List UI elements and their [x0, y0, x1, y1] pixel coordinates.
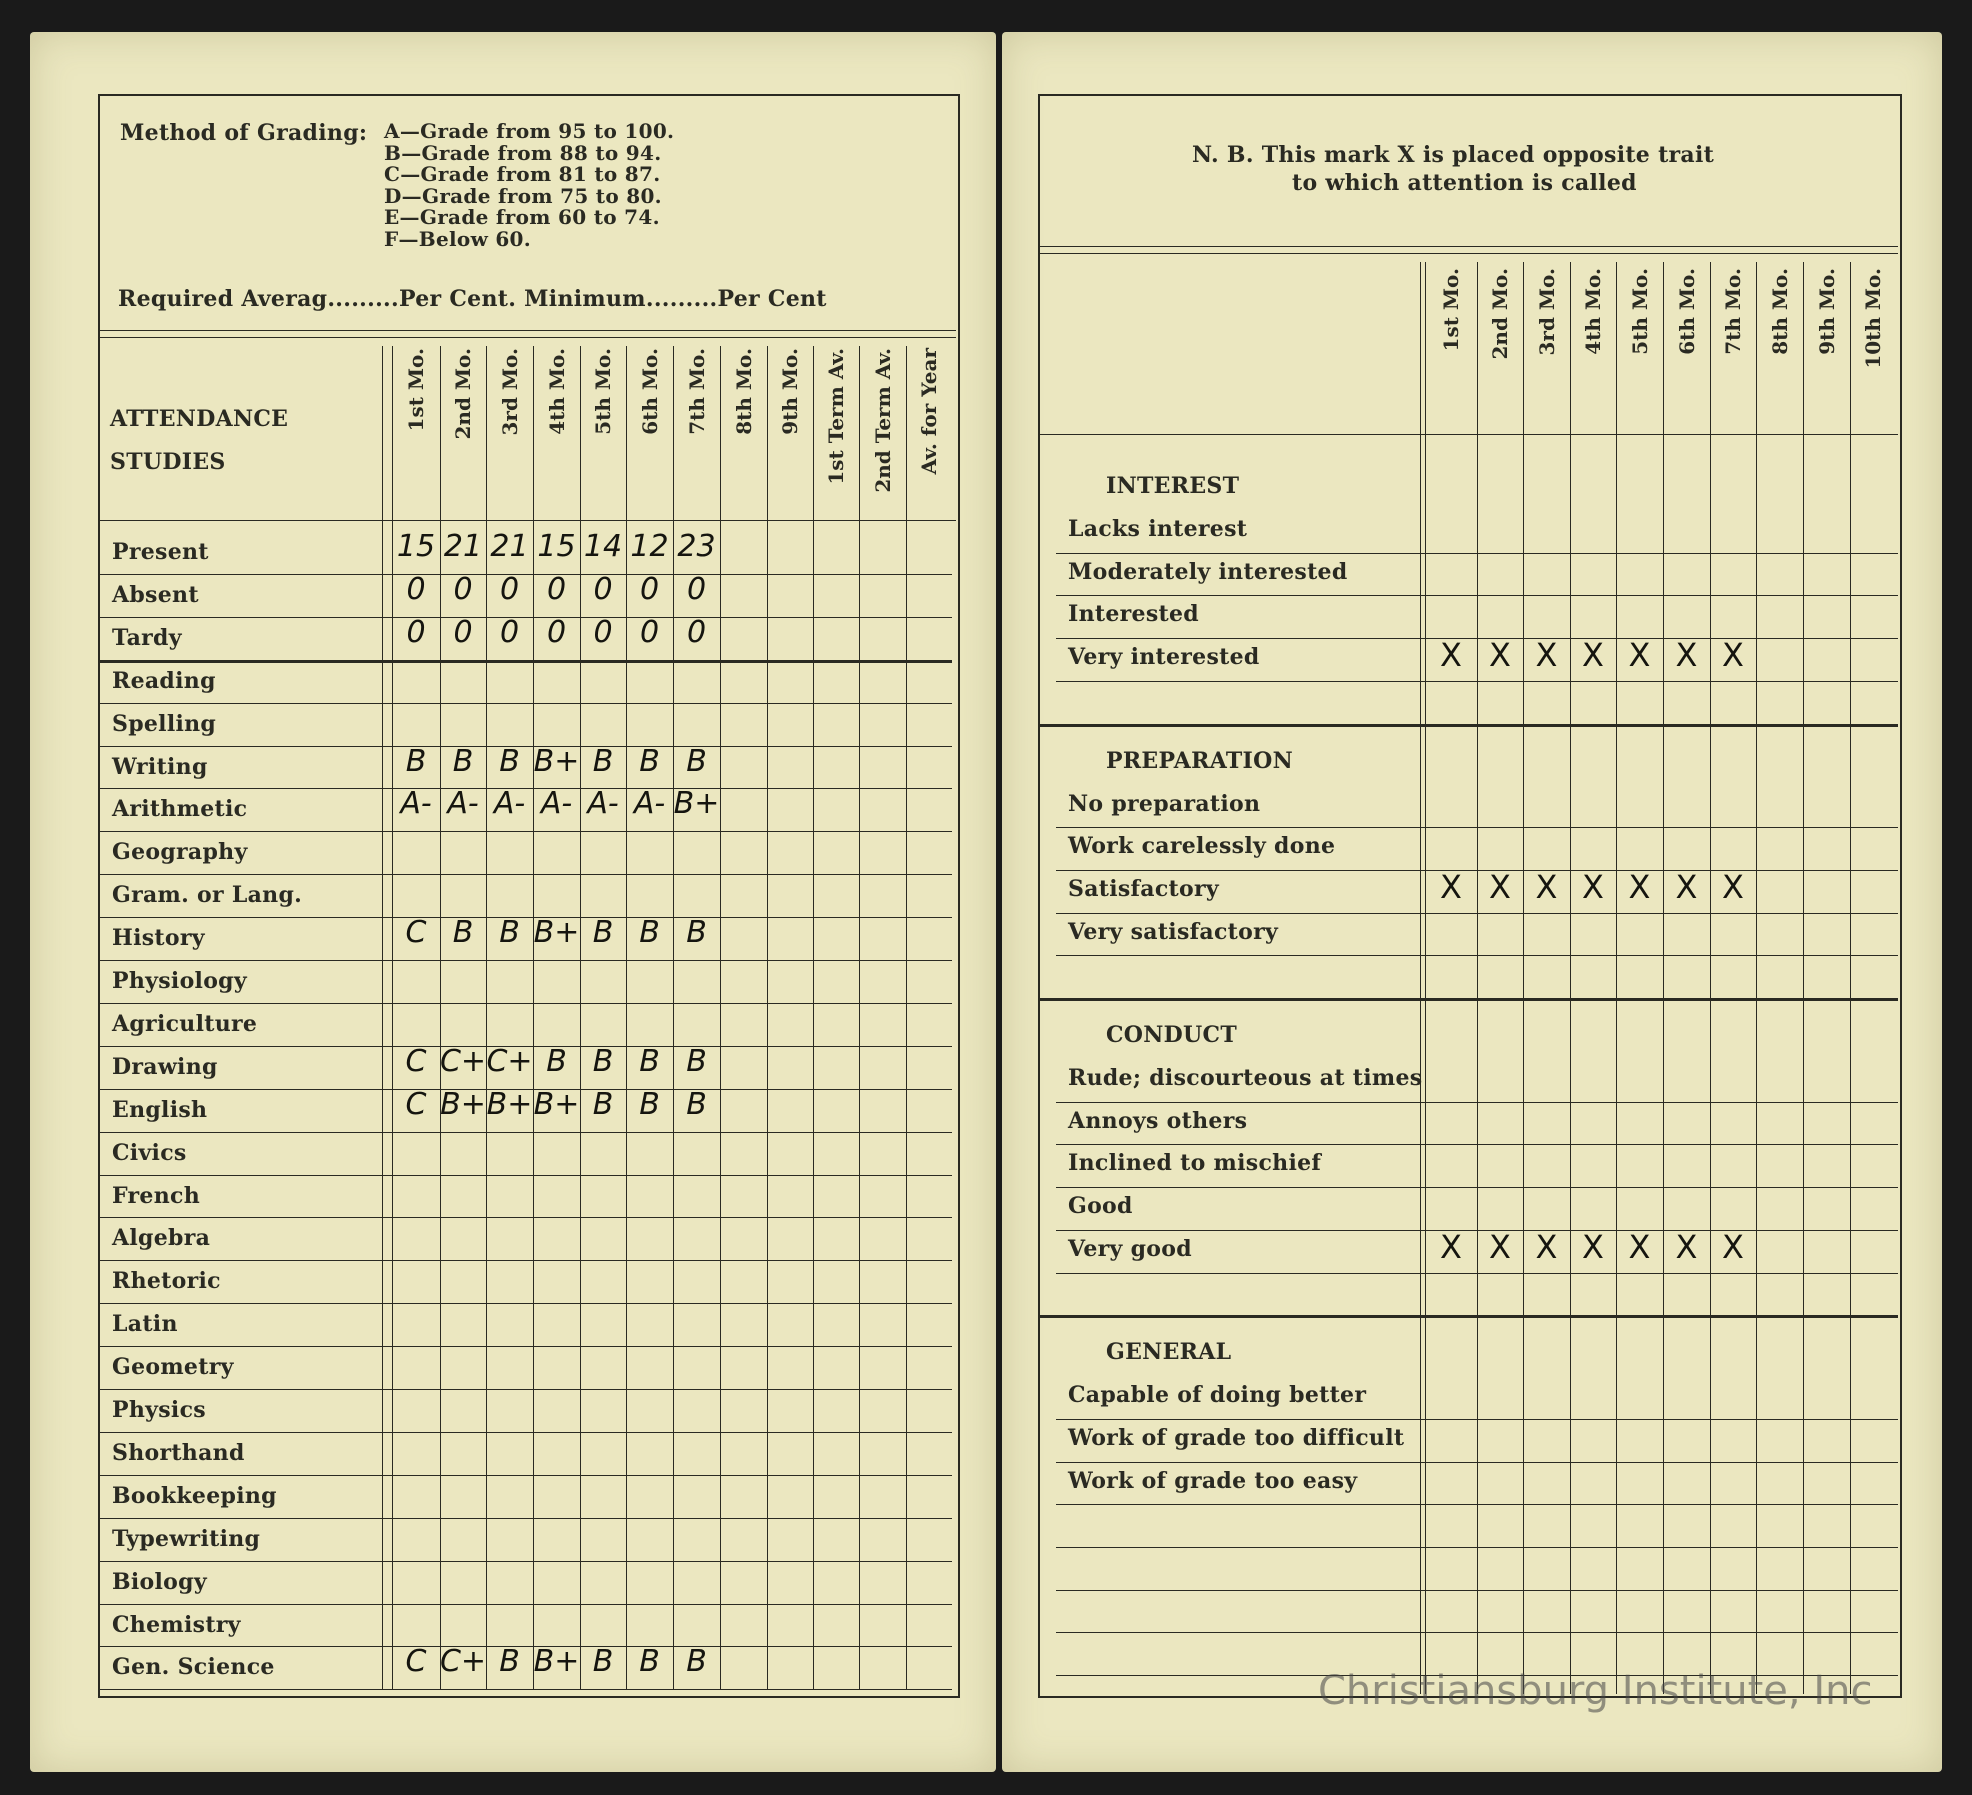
row-rule: [100, 703, 952, 704]
row-rule: [100, 831, 952, 832]
handwritten-entry: B: [639, 1043, 660, 1079]
row-label: Biology: [112, 1568, 207, 1595]
column-rule: [1425, 262, 1426, 1694]
handwritten-entry: 15: [537, 529, 576, 564]
note-line-2: to which attention is called: [1292, 170, 1637, 196]
row-rule: [100, 1604, 952, 1605]
grading-line: E—Grade from 60 to 74.: [384, 205, 660, 230]
handwritten-entry: 0: [593, 571, 613, 607]
column-rule: [382, 346, 383, 1689]
handwritten-entry: C+: [439, 1043, 487, 1079]
handwritten-entry: C: [405, 915, 427, 951]
row-rule: [100, 874, 952, 875]
row-label: Typewriting: [112, 1525, 261, 1552]
x-mark: X: [1722, 636, 1744, 675]
trait-label: Work of grade too difficult: [1068, 1424, 1405, 1451]
handwritten-entry: B: [686, 1086, 707, 1122]
handwritten-entry: C+: [439, 1644, 487, 1680]
row-rule: [1038, 1315, 1898, 1318]
required-average-line: Required Averag.........Per Cent. Minimum.........Per Cent: [118, 286, 827, 312]
x-mark: X: [1628, 867, 1651, 906]
divider: [98, 337, 956, 338]
handwritten-entry: B: [405, 743, 427, 779]
trait-label: Very satisfactory: [1068, 918, 1279, 945]
column-header: 1st Term Av.: [824, 348, 848, 485]
row-rule: [1056, 1590, 1898, 1591]
row-label: Drawing: [112, 1053, 218, 1080]
column-header: 9th Mo.: [1814, 268, 1839, 355]
row-label: Gram. or Lang.: [112, 882, 303, 909]
x-mark: X: [1675, 636, 1698, 675]
handwritten-entry: B: [639, 915, 660, 951]
row-label: Writing: [112, 753, 208, 780]
trait-label: Work of grade too easy: [1068, 1467, 1358, 1494]
handwritten-entry: 0: [499, 614, 520, 650]
handwritten-entry: C: [405, 1043, 427, 1079]
row-rule: [100, 1303, 952, 1304]
handwritten-entry: B: [452, 915, 474, 951]
column-rule: [813, 346, 814, 1689]
grading-scale: [384, 121, 674, 251]
column-header: 7th Mo.: [684, 348, 709, 435]
handwritten-entry: 0: [453, 571, 473, 607]
handwritten-entry: A-: [540, 786, 573, 822]
x-mark: X: [1675, 1227, 1698, 1266]
x-mark: X: [1440, 1227, 1462, 1266]
handwritten-entry: C: [405, 1644, 427, 1680]
row-label: English: [112, 1096, 208, 1123]
row-label: Chemistry: [112, 1611, 241, 1638]
handwritten-entry: 14: [583, 529, 623, 564]
handwritten-entry: B: [499, 743, 520, 779]
handwritten-entry: B+: [533, 1644, 580, 1680]
row-label: Geometry: [112, 1354, 234, 1381]
handwritten-entry: 0: [406, 614, 426, 650]
handwritten-entry: B+: [673, 786, 720, 822]
row-rule: [100, 660, 952, 663]
row-rule: [1056, 681, 1898, 682]
row-label: Bookkeeping: [112, 1482, 277, 1509]
row-rule: [1056, 1547, 1898, 1548]
handwritten-entry: B: [499, 1644, 520, 1680]
row-rule: [1056, 1632, 1898, 1633]
row-rule: [1056, 1273, 1898, 1274]
divider: [1038, 434, 1898, 435]
handwritten-entry: B: [546, 1043, 567, 1079]
column-header: 10th Mo.: [1860, 268, 1885, 369]
row-rule: [1056, 1504, 1898, 1505]
column-rule: [767, 346, 768, 1689]
divider: [1038, 253, 1898, 254]
section-title: CONDUCT: [1106, 1022, 1238, 1048]
handwritten-entry: 23: [677, 529, 716, 564]
handwritten-entry: B: [639, 743, 660, 779]
column-header: 5th Mo.: [591, 348, 615, 435]
row-label: Physiology: [112, 968, 247, 994]
trait-label: Good: [1068, 1193, 1133, 1220]
trait-label: Very good: [1068, 1235, 1192, 1262]
trait-label: Annoys others: [1068, 1107, 1248, 1134]
handwritten-entry: B: [452, 743, 474, 779]
handwritten-entry: 0: [499, 571, 520, 607]
row-rule: [100, 1432, 952, 1433]
handwritten-entry: 15: [396, 529, 436, 564]
handwritten-entry: B: [592, 743, 614, 779]
note-line-1: N. B. This mark X is placed opposite trait: [1192, 142, 1715, 168]
row-rule: [100, 1175, 952, 1176]
handwritten-entry: 21: [443, 529, 483, 564]
grading-line: B—Grade from 88 to 94.: [384, 140, 662, 165]
header-studies: STUDIES: [110, 449, 226, 475]
handwritten-entry: 0: [686, 614, 707, 650]
x-mark: X: [1535, 867, 1558, 906]
column-rule: [1523, 262, 1524, 1694]
handwritten-entry: C+: [486, 1043, 533, 1079]
row-label: Present: [112, 539, 209, 565]
column-header: 8th Mo.: [731, 348, 756, 435]
row-label: Geography: [112, 839, 248, 866]
x-mark: X: [1535, 636, 1558, 675]
row-rule: [100, 1475, 952, 1476]
trait-label: Rude; discourteous at times: [1068, 1065, 1423, 1091]
handwritten-entry: B: [686, 1043, 707, 1079]
row-rule: [1038, 998, 1898, 1001]
column-header: 1st Mo.: [1439, 268, 1463, 352]
x-mark: X: [1440, 867, 1462, 906]
section-title: PREPARATION: [1106, 747, 1293, 774]
column-header: 5th Mo.: [1627, 268, 1652, 355]
x-mark: X: [1489, 867, 1511, 906]
handwritten-entry: A-: [587, 786, 619, 822]
handwritten-entry: B: [686, 1644, 707, 1680]
x-mark: X: [1628, 1227, 1651, 1266]
trait-label: Inclined to mischief: [1068, 1150, 1322, 1177]
handwritten-entry: 12: [630, 529, 669, 564]
handwritten-entry: B+: [486, 1086, 533, 1122]
handwritten-entry: 0: [546, 614, 567, 650]
x-mark: X: [1582, 867, 1604, 906]
x-mark: X: [1489, 636, 1511, 675]
x-mark: X: [1440, 636, 1462, 675]
handwritten-entry: 0: [453, 614, 473, 650]
x-mark: X: [1582, 1227, 1604, 1266]
handwritten-entry: B+: [533, 743, 580, 779]
row-rule: [1038, 724, 1898, 727]
x-mark: X: [1582, 636, 1604, 675]
column-rule: [1756, 262, 1757, 1694]
column-header: 6th Mo.: [1674, 268, 1699, 355]
column-header: Av. for Year: [917, 348, 941, 475]
column-header: 4th Mo.: [544, 348, 569, 435]
grading-line: D—Grade from 75 to 80.: [384, 183, 662, 208]
column-rule: [859, 346, 860, 1689]
row-label: Spelling: [112, 710, 217, 737]
handwritten-entry: B+: [533, 1086, 580, 1122]
handwritten-entry: A-: [447, 786, 479, 822]
row-rule: [100, 1217, 952, 1218]
handwritten-entry: 0: [639, 571, 660, 607]
column-header: 1st Mo.: [404, 348, 428, 432]
column-rule: [1570, 262, 1571, 1694]
trait-label: Satisfactory: [1068, 875, 1219, 902]
row-label: French: [112, 1182, 201, 1209]
column-rule: [1477, 262, 1478, 1694]
row-rule: [1056, 1144, 1898, 1145]
row-rule: [1056, 1462, 1898, 1463]
handwritten-entry: B: [592, 1043, 614, 1079]
trait-label: Very interested: [1068, 644, 1260, 671]
row-rule: [1056, 1187, 1898, 1188]
column-header: 4th Mo.: [1581, 268, 1605, 355]
handwritten-entry: 0: [639, 614, 660, 650]
row-label: Arithmetic: [112, 796, 248, 823]
handwritten-entry: 0: [406, 571, 426, 607]
row-rule: [100, 1561, 952, 1562]
handwritten-entry: A-: [493, 786, 526, 822]
handwritten-entry: B+: [440, 1086, 486, 1122]
row-label: Latin: [112, 1311, 178, 1338]
column-rule: [1710, 262, 1711, 1694]
row-rule: [100, 960, 952, 961]
x-mark: X: [1722, 1227, 1744, 1266]
row-rule: [1056, 1102, 1898, 1103]
column-header: 8th Mo.: [1767, 268, 1792, 355]
trait-label: Work carelessly done: [1068, 833, 1336, 860]
row-label: Gen. Science: [112, 1654, 275, 1681]
handwritten-entry: B: [686, 915, 707, 951]
handwritten-entry: B: [592, 1644, 614, 1680]
row-rule: [100, 1003, 952, 1004]
handwritten-entry: C: [405, 1086, 427, 1122]
column-rule: [1850, 262, 1851, 1694]
section-title: GENERAL: [1106, 1339, 1232, 1366]
handwritten-entry: B: [639, 1086, 660, 1122]
column-rule: [906, 346, 907, 1689]
row-label: Tardy: [112, 624, 182, 651]
handwritten-entry: A-: [400, 786, 432, 822]
row-rule: [100, 1132, 952, 1133]
x-mark: X: [1722, 867, 1744, 906]
grading-line: C—Grade from 81 to 87.: [384, 162, 661, 187]
grading-line: F—Below 60.: [384, 226, 532, 251]
handwritten-entry: B+: [533, 915, 580, 951]
grading-line: A—Grade from 95 to 100.: [384, 119, 675, 143]
row-label: Algebra: [112, 1225, 211, 1252]
column-header: 3rd Mo.: [497, 348, 522, 436]
trait-label: Capable of doing better: [1068, 1382, 1367, 1409]
row-label: History: [112, 925, 205, 952]
handwritten-entry: 0: [686, 571, 707, 607]
handwritten-entry: B: [592, 915, 614, 951]
column-rule: [1803, 262, 1804, 1694]
row-rule: [1056, 595, 1898, 596]
column-rule: [1616, 262, 1617, 1694]
trait-label: No preparation: [1068, 790, 1261, 817]
column-header: 7th Mo.: [1721, 268, 1745, 355]
handwritten-entry: B: [592, 1086, 614, 1122]
handwritten-entry: 21: [490, 529, 529, 564]
divider: [1038, 246, 1898, 247]
handwritten-entry: B: [686, 743, 707, 779]
handwritten-entry: 0: [546, 571, 567, 607]
column-header: 9th Mo.: [778, 348, 802, 435]
row-rule: [1056, 553, 1898, 554]
handwritten-entry: B: [499, 915, 520, 951]
column-rule: [1663, 262, 1664, 1694]
handwritten-entry: A-: [633, 786, 666, 822]
row-label: Absent: [112, 581, 199, 608]
header-attendance: ATTENDANCE: [110, 406, 289, 432]
column-header: 6th Mo.: [637, 348, 662, 435]
row-rule: [100, 1260, 952, 1261]
section-title: INTEREST: [1106, 473, 1240, 499]
row-label: Shorthand: [112, 1439, 245, 1466]
handwritten-entry: 0: [593, 614, 613, 650]
column-header: 3rd Mo.: [1534, 268, 1559, 356]
handwritten-entry: B: [639, 1644, 660, 1680]
trait-label: Lacks interest: [1068, 516, 1248, 542]
row-rule: [1056, 913, 1898, 914]
x-mark: X: [1535, 1227, 1558, 1266]
row-rule: [1056, 1419, 1898, 1420]
row-rule: [1056, 955, 1898, 956]
watermark: Christiansburg Institute, Inc: [1318, 1668, 1873, 1714]
divider: [98, 330, 956, 331]
column-rule: [1420, 262, 1421, 1694]
row-label: Reading: [112, 667, 216, 694]
row-rule: [100, 1389, 952, 1390]
row-label: Physics: [112, 1397, 206, 1423]
divider: [98, 520, 956, 521]
x-mark: X: [1489, 1227, 1511, 1266]
grading-title: Method of Grading:: [120, 120, 368, 146]
row-rule: [100, 1518, 952, 1519]
x-mark: X: [1675, 867, 1698, 906]
row-label: Rhetoric: [112, 1268, 221, 1295]
row-label: Civics: [112, 1139, 187, 1166]
row-rule: [100, 1346, 952, 1347]
x-mark: X: [1628, 636, 1651, 675]
column-header: 2nd Term Av.: [870, 348, 895, 493]
column-header: 2nd Mo.: [1488, 268, 1512, 360]
trait-label: Interested: [1068, 601, 1199, 628]
trait-label: Moderately interested: [1068, 558, 1348, 585]
row-rule: [1056, 827, 1898, 828]
row-label: Agriculture: [112, 1010, 258, 1037]
row-rule: [100, 1689, 952, 1690]
column-header: 2nd Mo.: [451, 348, 475, 440]
